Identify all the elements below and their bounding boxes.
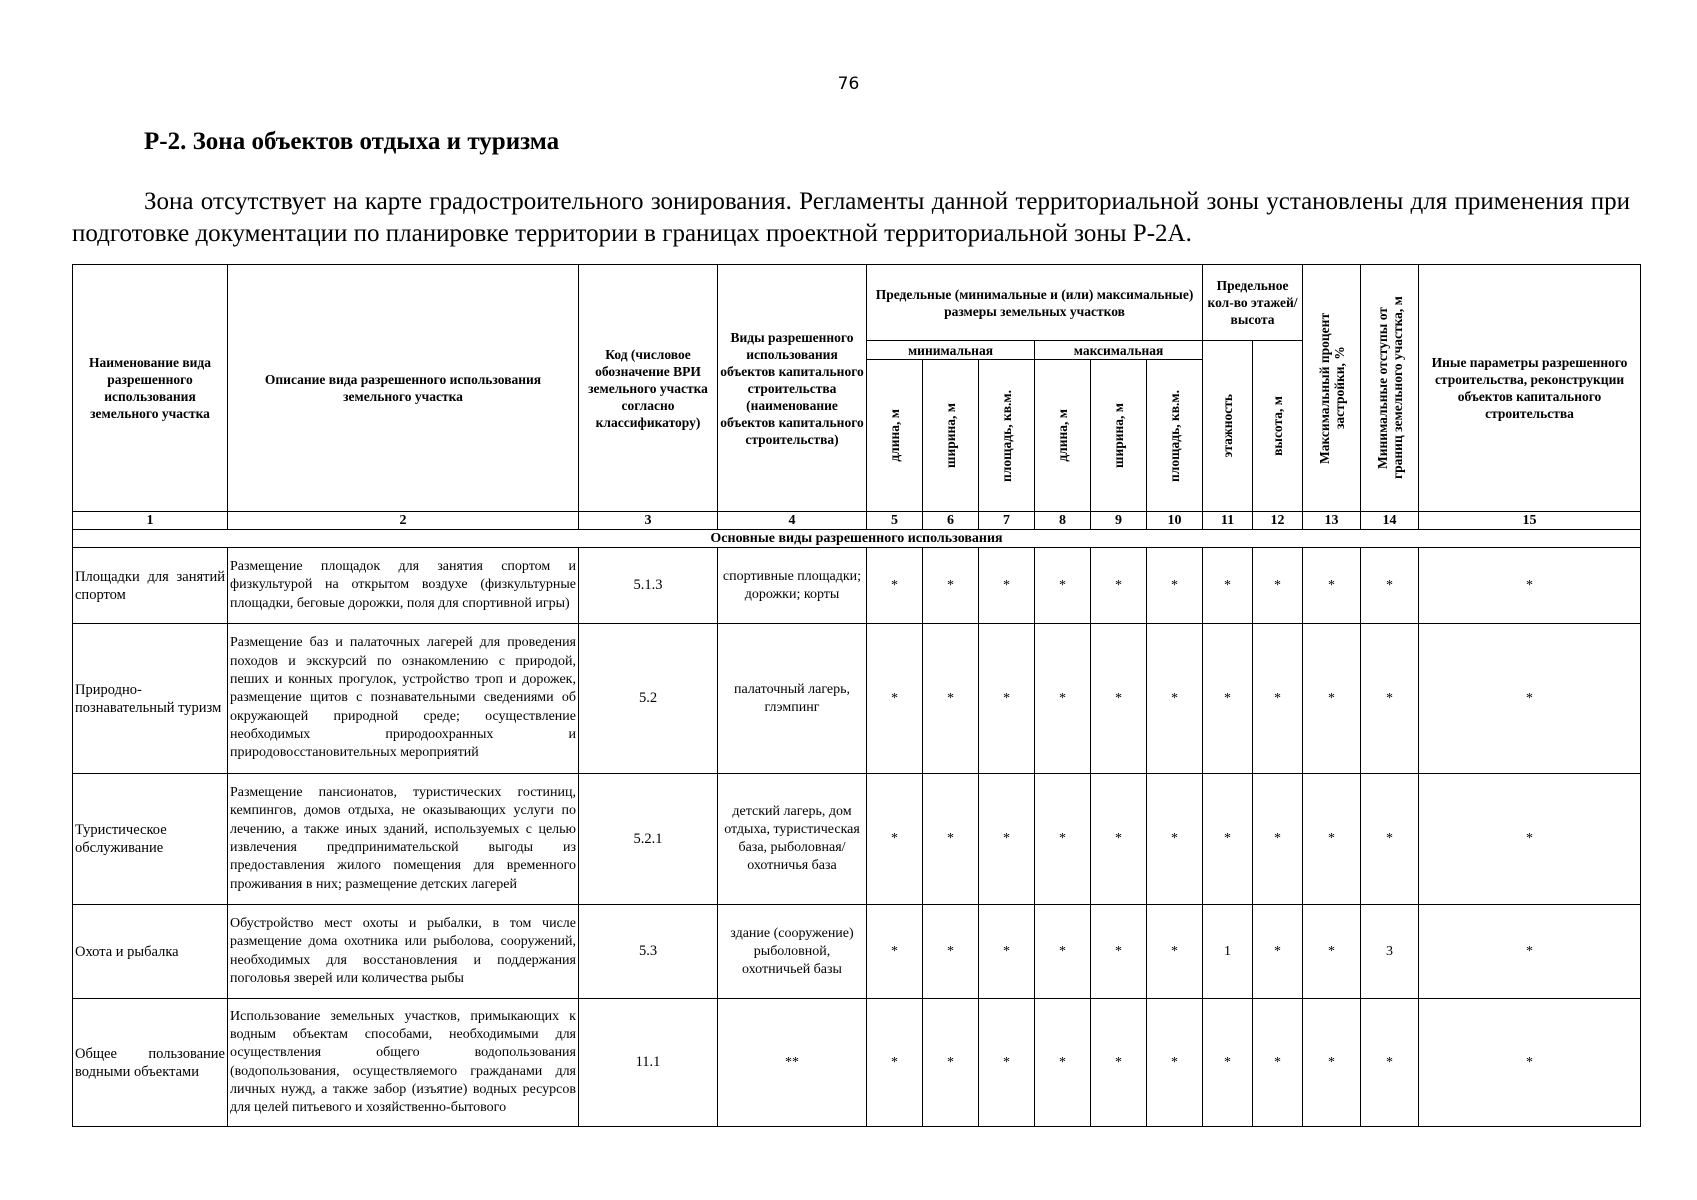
header-maximum: максимальная: [1035, 341, 1203, 360]
row-value: *: [1419, 905, 1641, 999]
row-value: *: [1253, 548, 1303, 624]
table-row: [73, 905, 1641, 999]
row-name: Туристическое обслуживание: [73, 774, 228, 905]
regulations-table: [72, 264, 1641, 1127]
row-value: *: [867, 548, 923, 624]
row-description: Размещение площадок для занятия спортом и физкультурой на открытом воздухе (физкультурные площадки, беговые дорожки, поля для спортивной игры): [228, 548, 579, 624]
row-value: *: [1253, 999, 1303, 1127]
intro-paragraph: [72, 186, 1630, 250]
column-number: 1: [73, 512, 228, 530]
row-value: *: [1361, 548, 1419, 624]
row-value: *: [979, 624, 1035, 774]
table-row: [73, 999, 1641, 1127]
row-value: *: [1303, 905, 1361, 999]
section-title: Основные виды разрешенного использования: [73, 530, 1641, 548]
row-value: *: [1419, 999, 1641, 1127]
table-row: [73, 774, 1641, 905]
row-name: Охота и рыбалка: [73, 905, 228, 999]
row-value: *: [1361, 774, 1419, 905]
header-max-area: площадь, кв.м.: [1147, 360, 1203, 512]
header-min-setbacks: Минимальные отступы от границ земельного участка, м: [1361, 265, 1419, 512]
column-number: 15: [1419, 512, 1641, 530]
row-value: *: [1147, 548, 1203, 624]
row-code: 5.2: [579, 624, 718, 774]
row-code: 5.3: [579, 905, 718, 999]
row-value: *: [923, 624, 979, 774]
header-max-coverage: Максимальный процент застройки, %: [1303, 265, 1361, 512]
column-number: 7: [979, 512, 1035, 530]
header-description: Описание вида разрешенного использования земельного участка: [228, 265, 579, 512]
row-value: *: [1253, 624, 1303, 774]
row-value: *: [867, 624, 923, 774]
header-height: высота, м: [1253, 341, 1303, 512]
row-value: *: [867, 905, 923, 999]
column-number: 11: [1203, 512, 1253, 530]
header-min-width: ширина, м: [923, 360, 979, 512]
row-value: *: [1147, 624, 1203, 774]
column-number: 3: [579, 512, 718, 530]
header-floors: этажность: [1203, 341, 1253, 512]
row-value: *: [1035, 905, 1091, 999]
row-code: 5.2.1: [579, 774, 718, 905]
header-minimum: минимальная: [867, 341, 1035, 360]
row-value: *: [979, 548, 1035, 624]
row-objects: спортивные площадки; дорожки; корты: [718, 548, 867, 624]
row-value: *: [1203, 774, 1253, 905]
header-name: Наименование вида разрешенного использования земельного участка: [73, 265, 228, 512]
row-value: *: [1035, 774, 1091, 905]
row-value: *: [1147, 999, 1203, 1127]
row-value: *: [1035, 548, 1091, 624]
row-value: *: [979, 774, 1035, 905]
page-number: 76: [837, 74, 860, 94]
row-value: *: [979, 905, 1035, 999]
row-value: *: [1091, 774, 1147, 905]
row-value: *: [1419, 624, 1641, 774]
table-row: [73, 548, 1641, 624]
row-code: 11.1: [579, 999, 718, 1127]
row-value: *: [979, 999, 1035, 1127]
column-number: 12: [1253, 512, 1303, 530]
row-name: Площадки для занятий спортом: [73, 548, 228, 624]
column-number: 13: [1303, 512, 1361, 530]
section-heading: Р-2. Зона объектов отдыха и туризма: [144, 128, 560, 155]
header-max-length: длина, м: [1035, 360, 1091, 512]
row-objects: здание (сооружение) рыболовной, охотничьей базы: [718, 905, 867, 999]
row-value: *: [1091, 624, 1147, 774]
column-number: 5: [867, 512, 923, 530]
row-objects: палаточный лагерь, глэмпинг: [718, 624, 867, 774]
header-min-length: длина, м: [867, 360, 923, 512]
row-value: *: [1253, 905, 1303, 999]
row-value: *: [923, 774, 979, 905]
intro-text: Зона отсутствует на карте градостроительного зонирования. Регламенты данной территориальной зоны установлены для применения при подготовке документации по планировке территории в границах проектной территориальной зоны Р-2А.: [72, 188, 1630, 247]
row-value: *: [867, 774, 923, 905]
row-value: *: [1303, 999, 1361, 1127]
row-value: *: [1419, 548, 1641, 624]
header-min-area: площадь, кв.м.: [979, 360, 1035, 512]
row-value: *: [1091, 999, 1147, 1127]
row-description: Использование земельных участков, примыкающих к водным объектам способами, необходимыми для осуществления общего водопользования (водопользования, осуществляемого гражданами для личных нужд, а также забор (изъятие) водных ресурсов для целей питьевого и хозяйственно-бытового: [228, 999, 579, 1127]
row-value: *: [1203, 999, 1253, 1127]
row-value: *: [1091, 905, 1147, 999]
row-value: *: [1035, 999, 1091, 1127]
header-max-width: ширина, м: [1091, 360, 1147, 512]
row-value: *: [923, 905, 979, 999]
row-value: *: [923, 548, 979, 624]
header-code: Код (числовое обозначение ВРИ земельного участка согласно классификатору): [579, 265, 718, 512]
row-value: *: [1147, 774, 1203, 905]
row-value: 3: [1361, 905, 1419, 999]
row-objects: **: [718, 999, 867, 1127]
row-value: *: [1091, 548, 1147, 624]
row-value: *: [867, 999, 923, 1127]
row-value: *: [1035, 624, 1091, 774]
row-description: Обустройство мест охоты и рыбалки, в том числе размещение дома охотника или рыболова, сооружений, необходимых для восстановления и поддержания поголовья зверей или количества рыбы: [228, 905, 579, 999]
row-name: Природно-познавательный туризм: [73, 624, 228, 774]
row-value: *: [1203, 624, 1253, 774]
row-value: *: [1253, 774, 1303, 905]
row-value: *: [1203, 548, 1253, 624]
header-floors-height: Предельное кол-во этажей/ высота: [1203, 265, 1303, 341]
row-value: *: [923, 999, 979, 1127]
row-value: 1: [1203, 905, 1253, 999]
header-objects: Виды разрешенного использования объектов капитального строительства (наименование объектов капитального строительства): [718, 265, 867, 512]
column-number-row: [73, 512, 1641, 530]
row-value: *: [1361, 624, 1419, 774]
row-value: *: [1303, 774, 1361, 905]
row-value: *: [1147, 905, 1203, 999]
row-value: *: [1303, 624, 1361, 774]
column-number: 8: [1035, 512, 1091, 530]
column-number: 10: [1147, 512, 1203, 530]
header-other-params: Иные параметры разрешенного строительства, реконструкции объектов капитального строительства: [1419, 265, 1641, 512]
row-description: Размещение пансионатов, туристических гостиниц, кемпингов, домов отдыха, не оказывающих услуги по лечению, а также иных зданий, используемых с целью извлечения предпринимательской выгоды из предоставления жилого помещения для временного проживания в них; размещение детских лагерей: [228, 774, 579, 905]
row-description: Размещение баз и палаточных лагерей для проведения походов и экскурсий по ознакомлению с природой, пеших и конных прогулок, устройство троп и дорожек, размещение щитов с познавательными сведениями об окружающей природной среде; осуществление необходимых природоохранных и природовосстановительных мероприятий: [228, 624, 579, 774]
column-number: 14: [1361, 512, 1419, 530]
row-code: 5.1.3: [579, 548, 718, 624]
row-name: Общее пользование водными объектами: [73, 999, 228, 1127]
row-value: *: [1361, 999, 1419, 1127]
row-value: *: [1419, 774, 1641, 905]
header-plot-sizes: Предельные (минимальные и (или) максимальные) размеры земельных участков: [867, 265, 1203, 341]
table-row: [73, 624, 1641, 774]
column-number: 9: [1091, 512, 1147, 530]
row-value: *: [1303, 548, 1361, 624]
column-number: 6: [923, 512, 979, 530]
row-objects: детский лагерь, дом отдыха, туристическая база, рыболовная/охотничья база: [718, 774, 867, 905]
column-number: 4: [718, 512, 867, 530]
column-number: 2: [228, 512, 579, 530]
